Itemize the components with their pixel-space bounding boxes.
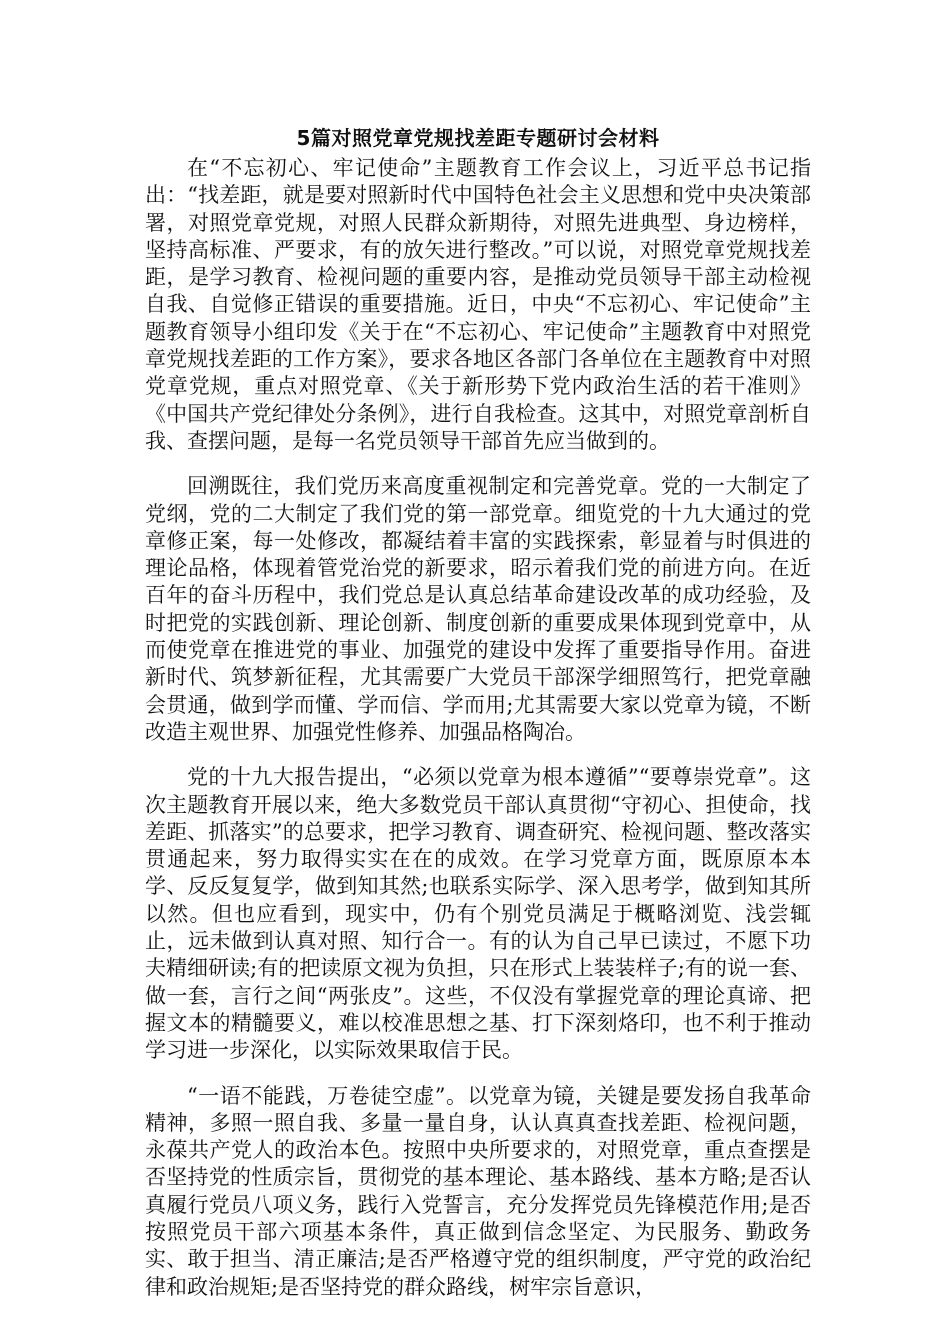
paragraph-3: 党的十九大报告提出，“必须以党章为根本遵循”“要尊崇党章”。这次主题教育开展以来，绝大多数党员干部认真贯彻“守初心、担使命，找差距、抓落实”的总要求，把学习教育、调查研究、检视问题、整改落实贯通起来，努力取得实实在在的成效。在学习党章方面，既原原本本学、反反复复学，做到知其然;也联系实际学、深入思考学，做到知其所以然。但也应看到，现实中，仍有个别党员满足于概略浏览、浅尝辄止，远未做到认真对照、知行合一。有的认为自己早已读过，不愿下功夫精细研读;有的把读原文视为负担，只在形式上装装样子;有的说一套、做一套，言行之间“两张皮”。这些，不仅没有掌握党章的理论真谛、把握文本的精髓要义，难以校准思想之基、打下深刻烙印，也不利于推动学习进一步深化，以实际效果取信于民。 [145, 765, 811, 1063]
paragraph-4: “一语不能践，万卷徒空虚”。以党章为镜，关键是要发扬自我革命精神，多照一照自我、多量一量自身，认认真真查找差距、检视问题，永葆共产党人的政治本色。按照中央所要求的，对照党章，重点查摆是否坚持党的性质宗旨，贯彻党的基本理论、基本路线、基本方略;是否认真履行党员八项义务，践行入党誓言，充分发挥党员先锋模范作用;是否按照党员干部六项基本条件，真正做到信念坚定、为民服务、勤政务实、敢于担当、清正廉洁;是否严格遵守党的组织制度，严守党的政治纪律和政治规矩;是否坚持党的群众路线，树牢宗旨意识， [145, 1083, 811, 1299]
document-title: 5篇对照党章党规找差距专题研讨会材料 [296, 126, 660, 150]
document-body [145, 124, 811, 1319]
paragraph-2: 回溯既往，我们党历来高度重视制定和完善党章。党的一大制定了党纲，党的二大制定了我们党的第一部党章。细览党的十九大通过的党章修正案，每一处修改，都凝结着丰富的实践探索，彰显着与时俱进的理论品格，体现着管党治党的新要求，昭示着我们党的前进方向。在近百年的奋斗历程中，我们党总是认真总结革命建设改革的成功经验，及时把党的实践创新、理论创新、制度创新的重要成果体现到党章中，从而使党章在推进党的事业、加强党的建设中发挥了重要指导作用。奋进新时代、筑梦新征程，尤其需要广大党员干部深学细照笃行，把党章融会贯通，做到学而懂、学而信、学而用;尤其需要大家以党章为镜，不断改造主观世界、加强党性修养、加强品格陶冶。 [145, 474, 811, 744]
paragraph-1: 在“不忘初心、牢记使命”主题教育工作会议上，习近平总书记指出：“找差距，就是要对照新时代中国特色社会主义思想和党中央决策部署，对照党章党规，对照人民群众新期待，对照先进典型、身边榜样，坚持高标准、严要求，有的放矢进行整改。”可以说，对照党章党规找差距，是学习教育、检视问题的重要内容，是推动党员领导干部主动检视自我、自觉修正错误的重要措施。近日，中央“不忘初心、牢记使命”主题教育领导小组印发《关于在“不忘初心、牢记使命”主题教育中对照党章党规找差距的工作方案》，要求各地区各部门各单位在主题教育中对照党章党规，重点对照党章、《关于新形势下党内政治生活的若干准则》《中国共产党纪律处分条例》，进行自我检查。这其中，对照党章剖析自我、查摆问题，是每一名党员领导干部首先应当做到的。 [145, 156, 811, 453]
